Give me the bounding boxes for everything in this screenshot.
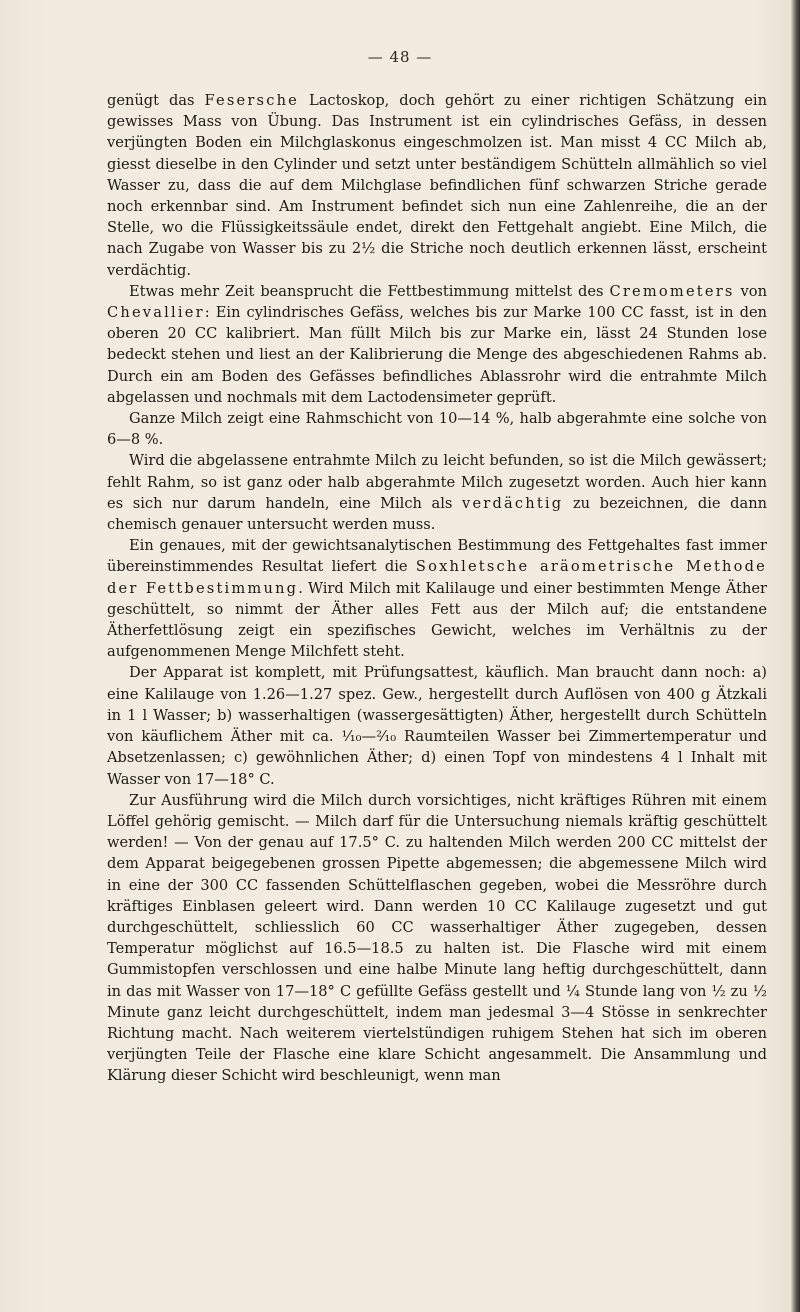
- body-text: [107, 90, 767, 1087]
- text-run: Zur Ausführung wird die Milch durch vorsichtiges, nicht kräftiges Rühren mit einem Löffel gehörig gemischt. — Milch darf für die Untersuchung niemals kräftig geschüttelt werden! — Von der genau auf 17.5° C. zu haltenden Milch werden 200 CC mittelst der dem Apparat beigegebenen grossen Pipette abgemessen; die abgemessene Milch wird in eine der 300 CC fassenden Schüttelflaschen gegeben, wobei die Messröhre durch kräftiges Einblasen geleert wird. Dann werden 10 CC Kalilauge zugesetzt und gut durchgeschüttelt, schliesslich 60 CC wasserhaltiger Äther zugegeben, dessen Temperatur möglichst auf 16.5—18.5 zu halten ist. Die Flasche wird mit einem Gummistopfen verschlossen und eine halbe Minute lang heftig durchgeschüttelt, dann in das mit Wasser von 17—18° C gefüllte Gefäss gestellt und ¼ Stunde lang von ½ zu ½ Minute ganz leicht durchgeschüttelt, indem man jedesmal 3—4 Stösse in senkrechter Richtung macht. Nach weiterem viertelstündigen ruhigem Stehen hat sich im oberen verjüngten Teile der Flasche eine klare Schicht angesammelt. Die Ansammlung und Klärung dieser Schicht wird beschleunigt, wenn man: [107, 791, 767, 1085]
- spaced-emphasis: verdächtig: [462, 494, 564, 512]
- paragraph-4: [107, 450, 767, 535]
- text-run: Ganze Milch zeigt eine Rahmschicht von 10—14 %, halb abgerahmte eine solche von 6—8 %.: [107, 410, 767, 449]
- spaced-emphasis: Cremometers: [609, 282, 735, 300]
- paragraph-1: [107, 90, 767, 281]
- paragraph-3: [107, 408, 767, 450]
- paragraph-2: [107, 281, 767, 408]
- page-number: — 48 —: [367, 48, 433, 66]
- text-run: . Wird Milch mit Kalilauge und einer bestimmten Menge Äther geschüttelt, so nimmt der Äther alles Fett aus der Milch auf; die entstandene Ätherfettlösung zeigt ein spezifisches Gewicht, welches im Verhältnis zu der aufgenommenen Menge Milchfett steht.: [107, 579, 767, 661]
- paragraph-7: [107, 790, 767, 1087]
- text-run: Ein genaues, mit der gewichtsanalytischen Bestimmung des Fettgehaltes fast immer übereinstimmendes Resultat liefert die: [107, 537, 767, 576]
- spaced-emphasis: Soxhletsche aräometrische Methode der Fettbestimmung: [107, 558, 767, 597]
- paragraph-6: [107, 662, 767, 789]
- text-run: : Ein cylindrisches Gefäss, welches bis zur Marke 100 CC fasst, ist in den oberen 20 CC kalibriert. Man füllt Milch bis zur Marke ein, lässt 24 Stunden lose bedeckt stehen und liest an der Kalibrierung die Menge des abgeschiedenen Rahms ab. Durch ein am Boden des Gefässes befindliches Ablassrohr wird die entrahmte Milch abgelassen und nochmals mit dem Lactodensimeter geprüft.: [107, 304, 767, 406]
- text-run: Lactoskop, doch gehört zu einer richtigen Schätzung ein gewisses Mass von Übung. Das Instrument ist ein cylindrisches Gefäss, in dessen verjüngten Boden ein Milchglaskonus eingeschmolzen ist. Man misst 4 CC Milch ab, giesst dieselbe in den Cylinder und setzt unter beständigem Schütteln allmählich so viel Wasser zu, dass die auf dem Milchglase befindlichen fünf schwarzen Striche gerade noch erkennbar sind. Am Instrument befindet sich nun eine Zahlenreihe, die an der Stelle, wo die Flüssigkeitssäule endet, direkt den Fettgehalt angiebt. Eine Milch, die nach Zugabe von Wasser bis zu 2½ die Striche noch deutlich erkennen lässt, erscheint verdächtig.: [107, 92, 767, 279]
- text-run: genügt das: [107, 92, 205, 109]
- text-run: Der Apparat ist komplett, mit Prüfungsattest, käuflich. Man braucht dann noch: a) eine Kalilauge von 1.26—1.27 spez. Gew., hergestellt durch Auflösen von 400 g Ätzkali in 1 l Wasser; b) wasserhaltigen (wassergesättigten) Äther, hergestellt durch Schütteln von käuflichem Äther mit ca. ¹⁄₁₀—²⁄₁₀ Raumteilen Wasser bei Zimmertemperatur und Absetzenlassen; c) gewöhnlichen Äther; d) einen Topf von mindestens 4 l Inhalt mit Wasser von 17—18° C.: [107, 664, 767, 788]
- text-run: Etwas mehr Zeit beansprucht die Fettbestimmung mittelst des: [129, 282, 610, 300]
- text-run: zu bezeichnen, die dann chemisch genauer untersucht werden muss.: [107, 494, 767, 534]
- text-run: von: [734, 282, 767, 300]
- spaced-emphasis: Fesersche: [204, 92, 300, 109]
- text-run: Wird die abgelassene entrahmte Milch zu leicht befunden, so ist die Milch gewässert; fehlt Rahm, so ist ganz oder halb abgerahmte Milch zugesetzt worden. Auch hier kann es sich nur darum handeln, eine Milch als: [107, 452, 767, 512]
- paragraph-5: [107, 535, 767, 662]
- book-spine-shadow: [791, 0, 800, 1312]
- spaced-emphasis: Chevallier: [107, 304, 205, 322]
